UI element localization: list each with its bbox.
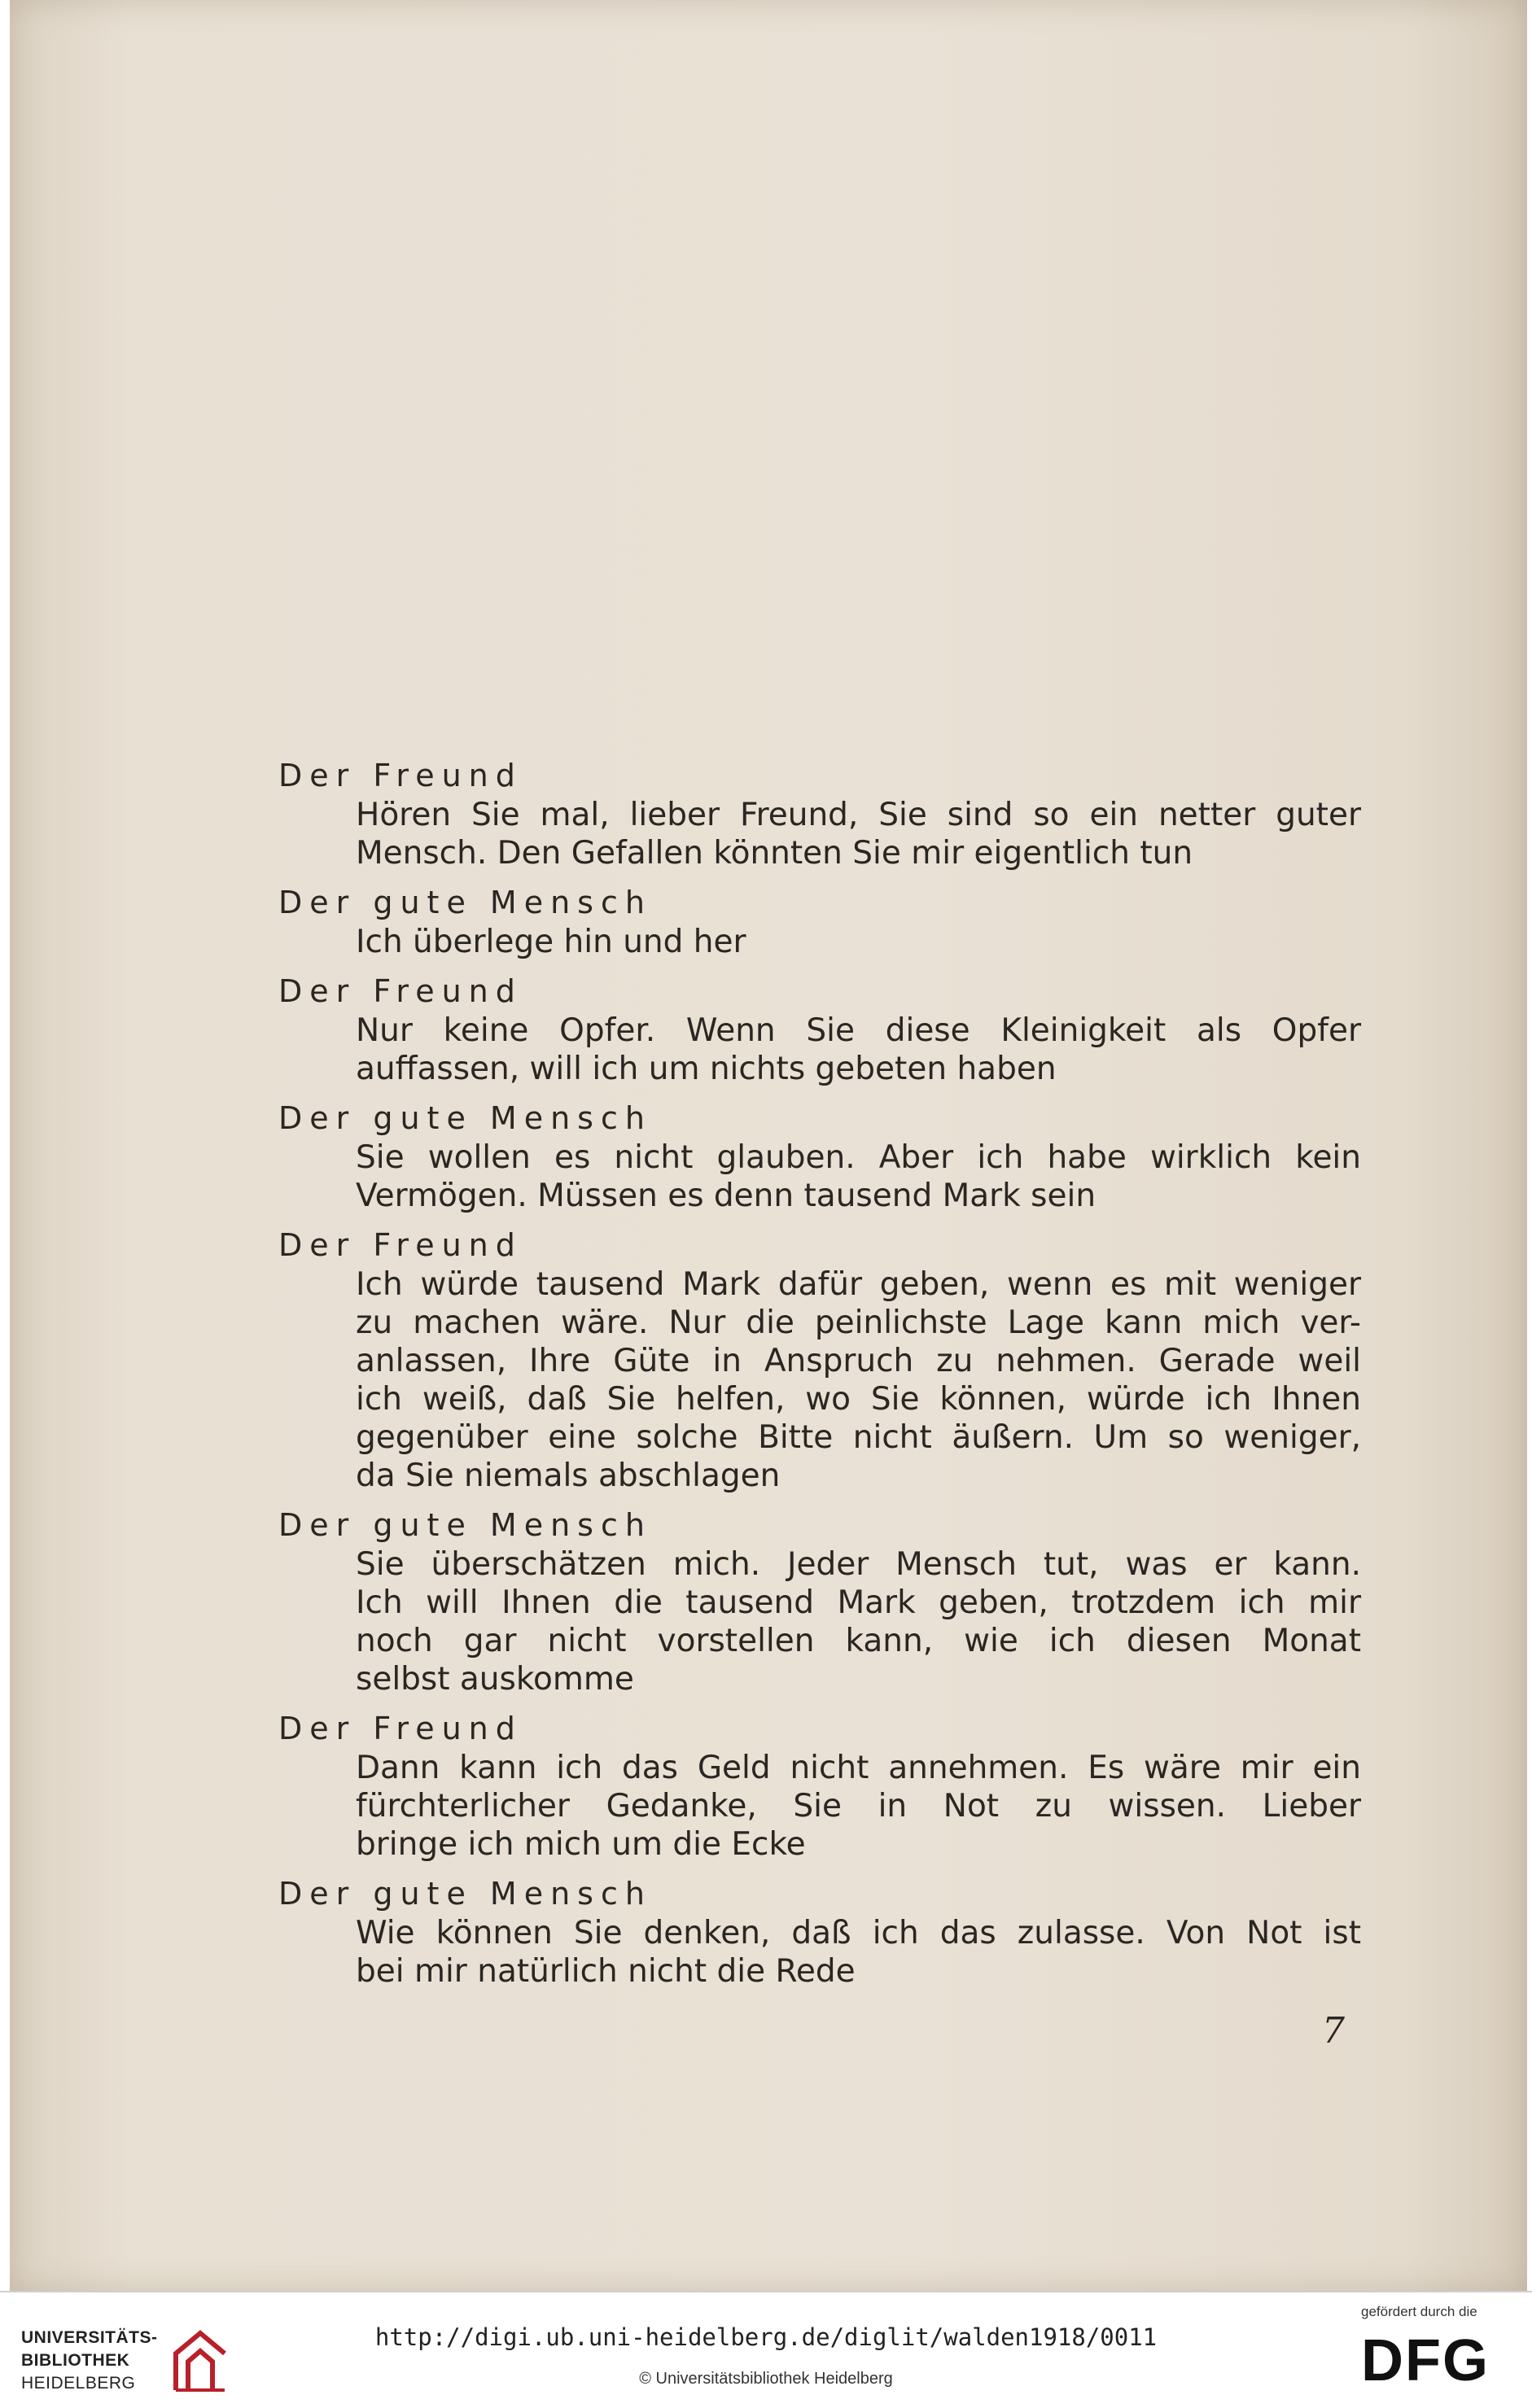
speech-line: gegenüber eine solche Bitte nicht äußern. Um so weniger, (356, 1419, 1361, 1456)
scanned-page (10, 0, 1527, 2291)
copyright-notice: © Universitätsbibliothek Heidelberg (639, 2370, 893, 2388)
speech-line: auffassen, will ich um nichts gebeten haben (356, 1051, 1057, 1087)
speech-line: fürchterlicher Gedanke, Sie in Not zu wissen. Lieber (356, 1788, 1361, 1825)
speech-line: Wie können Sie denken, daß ich das zulasse. Von Not ist (356, 1915, 1361, 1951)
funding-note: gefördert durch die (1361, 2304, 1477, 2319)
dfg-logo[interactable] (1361, 2304, 1516, 2401)
speech-block (278, 1098, 1361, 1215)
speech-line: Vermögen. Müssen es denn tausend Mark sein (356, 1178, 1096, 1214)
permalink-url[interactable]: http://digi.ub.uni-heidelberg.de/diglit/walden1918/0011 (374, 2323, 1158, 2351)
speech-line: Hören Sie mal, lieber Freund, Sie sind so ein netter guter (356, 797, 1361, 833)
speaker-name: Der Freund (278, 973, 523, 1009)
speaker-name: Der gute Mensch (278, 1100, 652, 1136)
speech-line: Ich will Ihnen die tausend Mark geben, trotzdem ich mir (356, 1584, 1361, 1621)
speech-line: Nur keine Opfer. Wenn Sie diese Kleinigkeit als Opfer (356, 1012, 1361, 1049)
speaker-name: Der Freund (278, 1711, 523, 1746)
speaker-name: Der gute Mensch (278, 885, 652, 920)
library-name-line-3: HEIDELBERG (21, 2374, 136, 2393)
viewer-footer (0, 2291, 1532, 2408)
speech-line: Ich überlege hin und her (356, 924, 746, 960)
speech-line: zu machen wäre. Nur die peinlichste Lage kann mich ver- (356, 1305, 1361, 1341)
speaker-name: Der gute Mensch (278, 1507, 652, 1543)
speech-line: bringe ich mich um die Ecke (356, 1826, 806, 1863)
speech-block (278, 755, 1361, 872)
speaker-name: Der Freund (278, 758, 523, 793)
speaker-name: Der Freund (278, 1227, 523, 1263)
speech-block (278, 882, 1361, 961)
dialogue-text (278, 755, 1361, 2000)
speech-line: anlassen, Ihre Güte in Anspruch zu nehmen. Gerade weil (356, 1343, 1361, 1379)
speech-line: bei mir natürlich nicht die Rede (356, 1953, 856, 1990)
speech-line: selbst auskomme (356, 1661, 634, 1698)
speech-line: Dann kann ich das Geld nicht annehmen. Es wäre mir ein (356, 1750, 1361, 1786)
speech-line: ich weiß, daß Sie helfen, wo Sie können, würde ich Ihnen (356, 1381, 1361, 1418)
speech-block (278, 1873, 1361, 1991)
speech-block (278, 971, 1361, 1088)
page-number: 7 (1322, 2010, 1345, 2052)
speech-line: noch gar nicht vorstellen kann, wie ich diesen Monat (356, 1623, 1361, 1659)
speech-line: da Sie niemals abschlagen (356, 1457, 781, 1494)
speech-line: Ich würde tausend Mark dafür geben, wenn es mit weniger (356, 1266, 1361, 1303)
speech-block (278, 1505, 1361, 1698)
speech-line: Sie überschätzen mich. Jeder Mensch tut, was er kann. (356, 1546, 1361, 1583)
speaker-name: Der gute Mensch (278, 1876, 652, 1912)
speech-line: Sie wollen es nicht glauben. Aber ich habe wirklich kein (356, 1139, 1361, 1176)
speech-block (278, 1708, 1361, 1864)
speech-block (278, 1225, 1361, 1495)
speech-line: Mensch. Den Gefallen könnten Sie mir eigentlich tun (356, 835, 1193, 872)
library-name-line-1: UNIVERSITÄTS- (21, 2328, 158, 2347)
dfg-wordmark: DFG (1361, 2328, 1490, 2393)
library-name-line-2: BIBLIOTHEK (21, 2351, 130, 2370)
